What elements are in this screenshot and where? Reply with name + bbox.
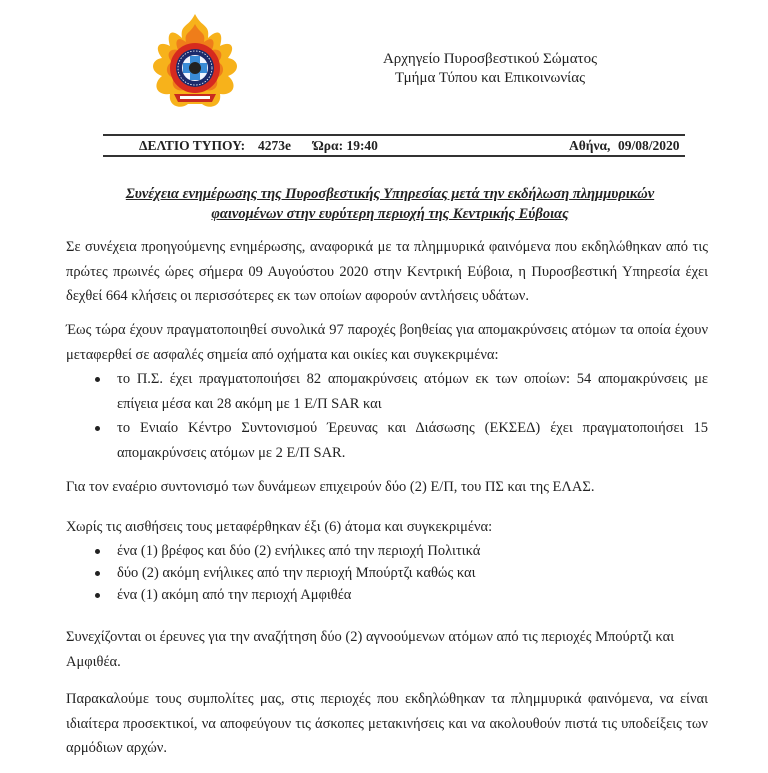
press-release-time: Ώρα: 19:40 xyxy=(313,138,378,153)
bullet-icon xyxy=(95,593,100,598)
press-release-label: ΔΕΛΤΙΟ ΤΥΠΟΥ: xyxy=(139,138,246,153)
paragraph-evacuations xyxy=(66,318,708,465)
org-name: Αρχηγείο Πυροσβεστικού Σώματος xyxy=(382,51,598,67)
bullet-icon xyxy=(95,571,100,576)
organization-header xyxy=(360,50,620,88)
list-item: ένα (1) ακόμη από την περιοχή Αμφιθέα xyxy=(91,584,708,606)
divider-bottom xyxy=(103,155,685,157)
org-department: Τμήμα Τύπου και Επικοινωνίας xyxy=(394,70,586,86)
document-title xyxy=(70,184,710,224)
evacuations-intro: Έως τώρα έχουν πραγματοποιηθεί συνολικά 97 παροχές βοηθείας για απομακρύνσεις ατόμων τα οποία έχουν μεταφερθεί σε ασφαλές σημεία από οχήματα και οικίες και συγκεκριμένα: xyxy=(66,322,708,363)
bullet-icon xyxy=(95,377,100,382)
press-release-city: Αθήνα, xyxy=(569,138,611,153)
press-release-bar xyxy=(103,136,685,155)
press-release-date: 09/08/2020 xyxy=(618,138,680,153)
unconscious-intro: Χωρίς τις αισθήσεις τους μεταφέρθηκαν έξι (6) άτομα και συγκεκριμένα: xyxy=(66,519,493,535)
paragraph-advice: Παρακαλούμε τους συμπολίτες μας, στις περιοχές που εκδηλώθηκαν τα πλημμυρικά φαινόμενα, να είναι ιδιαίτερα προσεκτικοί, να αποφεύγουν τις άσκοπες μετακινήσεις και να ακολουθούν πιστά τις υποδείξεις των αρμόδιων αρχών. xyxy=(66,691,708,756)
paragraph-unconscious xyxy=(66,515,708,606)
list-item: το Π.Σ. έχει πραγματοποιήσει 82 απομακρύνσεις ατόμων εκ των οποίων: 54 απομακρύνσεις με επίγεια μέσα και 28 ακόμη με 1 Ε/Π SAR και xyxy=(91,367,708,416)
evacuations-list xyxy=(66,367,708,465)
press-release-number: 4273e xyxy=(258,138,291,153)
paragraph-air-coordination: Για τον εναέριο συντονισμό των δυνάμεων επιχειρούν δύο (2) Ε/Π, του ΠΣ και της ΕΛΑΣ. xyxy=(66,479,595,495)
list-item: δύο (2) ακόμη ενήλικες από την περιοχή Μπούρτζι καθώς και xyxy=(91,562,708,584)
paragraph-search: Συνεχίζονται οι έρευνες για την αναζήτηση δύο (2) αγνοούμενων ατόμων από τις περιοχές Μπούρτζι και Αμφιθέα. xyxy=(66,629,675,670)
fire-service-emblem-icon xyxy=(140,10,250,120)
list-item: ένα (1) βρέφος και δύο (2) ενήλικες από την περιοχή Πολιτικά xyxy=(91,540,708,562)
bullet-icon xyxy=(95,549,100,554)
unconscious-list xyxy=(66,540,708,606)
title-line-1: Συνέχεια ενημέρωσης της Πυροσβεστικής Υπηρεσίας μετά την εκδήλωση πλημμυρικών xyxy=(125,186,655,202)
bullet-icon xyxy=(95,426,100,431)
list-item: το Ενιαίο Κέντρο Συντονισμού Έρευνας και Διάσωσης (ΕΚΣΕΔ) έχει πραγματοποιήσει 15 απομακρύνσεις ατόμων με 2 Ε/Π SAR. xyxy=(91,416,708,465)
title-line-2: φαινομένων στην ευρύτερη περιοχή της Κεντρικής Εύβοιας xyxy=(211,206,569,222)
paragraph-calls: Σε συνέχεια προηγούμενης ενημέρωσης, αναφορικά με τα πλημμυρικά φαινόμενα που εκδηλώθηκαν από τις πρώτες πρωινές ώρες σήμερα 09 Αυγούστου 2020 στην Κεντρική Εύβοια, η Πυροσβεστική Υπηρεσία έχει δεχθεί 664 κλήσεις οι περισσότερες εκ των οποίων αφορούν αντλήσεις υδάτων. xyxy=(66,239,708,304)
